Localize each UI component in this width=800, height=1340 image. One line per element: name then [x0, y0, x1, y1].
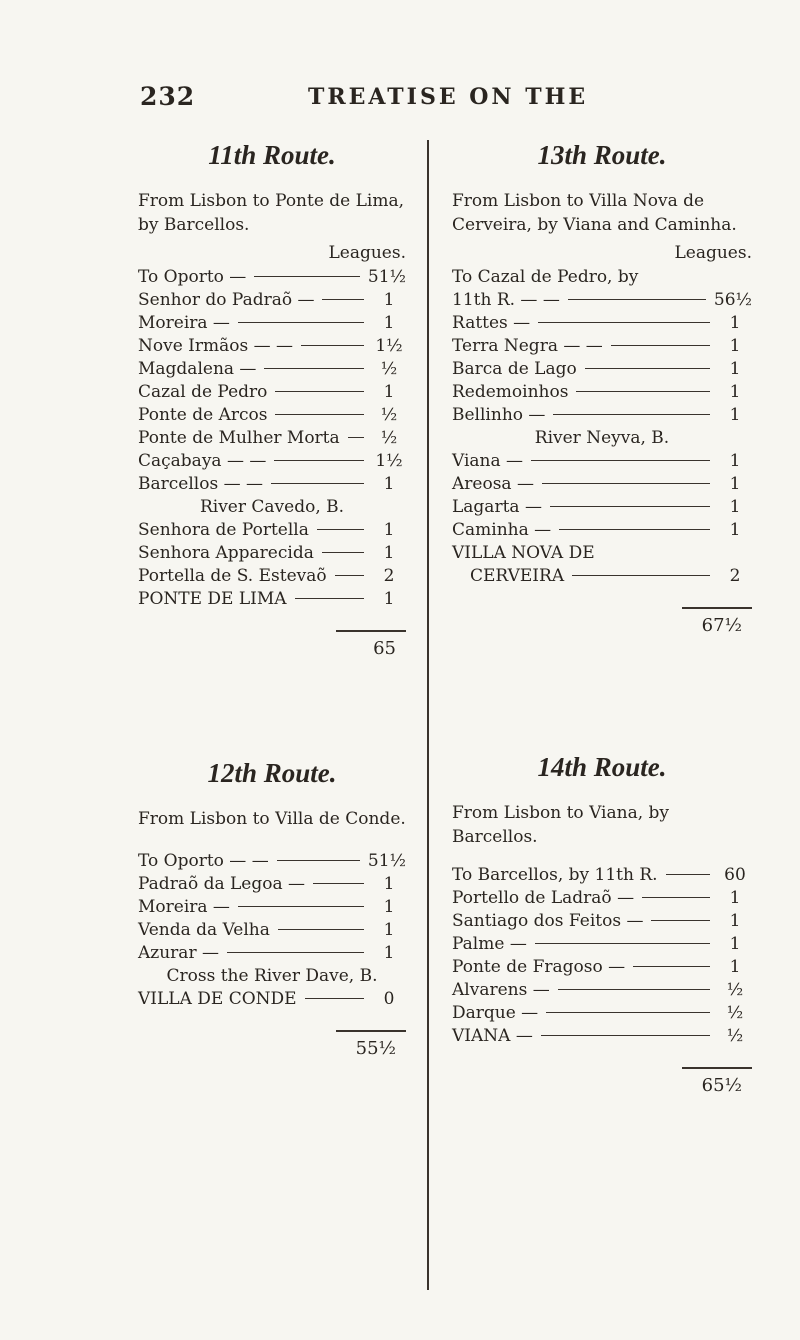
stage-place: Darque —: [452, 1003, 539, 1023]
stage-distance: 1: [383, 290, 395, 310]
stage-distance: 60: [724, 865, 746, 885]
route-11: [138, 140, 406, 659]
route-title: 11th Route.: [208, 140, 336, 170]
stage-row: [138, 313, 406, 336]
stage-distance: 1½: [375, 336, 403, 356]
stage-distance: 1: [383, 313, 395, 333]
stage-row: [138, 543, 406, 566]
route-total: 65: [373, 638, 396, 659]
stage-row: [138, 474, 406, 497]
stage-row: [138, 290, 406, 313]
stage-list: [452, 865, 752, 1049]
stage-row: [452, 980, 752, 1003]
stage-distance: 1: [383, 474, 395, 494]
stage-place: Terra Negra — —: [452, 336, 603, 356]
stage-distance: 1: [729, 382, 741, 402]
stage-row: [452, 911, 752, 934]
dash-leader: [295, 598, 364, 599]
stage-row: [452, 497, 752, 520]
dash-leader: [642, 897, 710, 898]
route-total: 65½: [701, 1075, 742, 1096]
stage-distance: 1: [383, 520, 395, 540]
stage-distance: 1: [383, 543, 395, 563]
dash-leader: [633, 966, 710, 967]
stage-distance: 1: [729, 888, 741, 908]
route-title: 14th Route.: [537, 752, 667, 782]
dash-leader: [238, 906, 364, 907]
stage-place: Portella de S. Estevaõ: [138, 566, 327, 586]
dash-leader: [541, 1035, 710, 1036]
total-rule: [336, 1030, 406, 1032]
route-first-line: To Cazal de Pedro, by: [452, 267, 639, 287]
stage-place: VIANA —: [452, 1026, 533, 1046]
stage-distance: ½: [726, 980, 744, 1000]
route-14: [452, 752, 752, 1096]
stage-row: [452, 566, 752, 589]
stage-distance: ½: [380, 405, 398, 425]
stage-row: [452, 888, 752, 911]
dash-leader: [550, 506, 710, 507]
route-title: 12th Route.: [207, 758, 337, 788]
stage-distance: 1: [383, 943, 395, 963]
running-title: TREATISE ON THE: [308, 84, 589, 110]
dash-leader: [576, 391, 710, 392]
dash-leader: [254, 276, 360, 277]
route-title: 13th Route.: [537, 140, 667, 170]
dash-leader: [559, 529, 710, 530]
stage-distance: 1: [729, 497, 741, 517]
river-note: Cross the River Dave, B.: [166, 966, 378, 986]
stage-place: Magdalena —: [138, 359, 257, 379]
dash-leader: [568, 299, 706, 300]
stage-row: [138, 405, 406, 428]
stage-row: [138, 451, 406, 474]
route-last-line: VILLA NOVA DE: [452, 543, 595, 563]
stage-place: Santiago dos Feitos —: [452, 911, 644, 931]
stage-distance: 1: [383, 920, 395, 940]
stage-distance: 1: [383, 874, 395, 894]
stage-row: [138, 566, 406, 589]
stage-row: [138, 897, 406, 920]
dash-leader: [546, 1012, 710, 1013]
dash-leader: [227, 952, 364, 953]
stage-distance: 1: [729, 405, 741, 425]
stage-distance: 1: [729, 911, 741, 931]
stage-row: [452, 520, 752, 543]
stage-row: [452, 405, 752, 428]
stage-place: Palme —: [452, 934, 527, 954]
stage-distance: 56½: [713, 290, 752, 310]
stage-row: [138, 359, 406, 382]
stage-distance: 1: [729, 957, 741, 977]
stage-place: Rattes —: [452, 313, 531, 333]
total-rule: [682, 607, 752, 609]
route-description: From Lisbon to Villa de Conde.: [138, 809, 406, 829]
stage-place: Moreira —: [138, 313, 230, 333]
total-rule: [682, 1067, 752, 1069]
stage-distance: 1: [729, 451, 741, 471]
dash-leader: [313, 883, 364, 884]
dash-leader: [264, 368, 364, 369]
stage-place: Portello de Ladraõ —: [452, 888, 635, 908]
stage-place: Ponte de Arcos: [138, 405, 268, 425]
stage-list: [138, 989, 406, 1012]
stage-row: [138, 520, 406, 543]
stage-list: [138, 520, 406, 612]
stage-row: [452, 957, 752, 980]
stage-place: Senhora de Portella: [138, 520, 309, 540]
stage-place: To Barcellos, by 11th R.: [452, 865, 658, 885]
stage-place: Nove Irmãos — —: [138, 336, 294, 356]
stage-row: [138, 851, 406, 874]
stage-row: [452, 290, 752, 313]
route-total: 55½: [355, 1038, 396, 1059]
stage-place: Lagarta —: [452, 497, 542, 517]
dash-leader: [317, 529, 364, 530]
dash-leader: [585, 368, 710, 369]
stage-row: [452, 336, 752, 359]
route-total: 67½: [701, 615, 742, 636]
stage-place: Padraõ da Legoa —: [138, 874, 306, 894]
stage-list: [452, 451, 752, 543]
stage-row: [138, 382, 406, 405]
stage-place: Caçabaya — —: [138, 451, 267, 471]
dash-leader: [348, 437, 364, 438]
stage-row: [452, 934, 752, 957]
stage-distance: ½: [726, 1003, 744, 1023]
stage-place: Barcellos — —: [138, 474, 263, 494]
dash-leader: [666, 874, 710, 875]
river-note: River Neyva, B.: [534, 428, 670, 448]
stage-place: Redemoinhos: [452, 382, 569, 402]
stage-distance: 1½: [375, 451, 403, 471]
stage-distance: 51½: [367, 267, 406, 287]
stage-distance: ½: [726, 1026, 744, 1046]
route-description: From Lisbon to Viana, by Barcellos.: [452, 803, 669, 847]
stage-distance: 1: [729, 359, 741, 379]
stage-row: [138, 589, 406, 612]
stage-distance: 0: [383, 989, 395, 1009]
stage-row: [138, 267, 406, 290]
route-12: [138, 758, 406, 1059]
stage-place: Bellinho —: [452, 405, 546, 425]
stage-distance: 1: [383, 589, 395, 609]
stage-place: Azurar —: [138, 943, 219, 963]
leagues-label: Leagues.: [674, 243, 752, 263]
page-number: 232: [140, 82, 196, 111]
column-divider: [427, 140, 429, 1290]
stage-place: CERVEIRA: [470, 566, 565, 586]
dash-leader: [558, 989, 710, 990]
dash-leader: [553, 414, 710, 415]
route-description: From Lisbon to Villa Nova de Cerveira, by Viana and Caminha.: [452, 191, 737, 235]
stage-distance: 2: [729, 566, 741, 586]
dash-leader: [274, 460, 364, 461]
dash-leader: [322, 552, 364, 553]
stage-place: VILLA DE CONDE: [138, 989, 297, 1009]
stage-place: Barca de Lago: [452, 359, 577, 379]
dash-leader: [572, 575, 710, 576]
stage-place: 11th R. — —: [452, 290, 560, 310]
dash-leader: [238, 322, 364, 323]
stage-place: Senhor do Padraõ —: [138, 290, 315, 310]
dash-leader: [322, 299, 364, 300]
stage-row: [138, 428, 406, 451]
dash-leader: [301, 345, 364, 346]
dash-leader: [271, 483, 364, 484]
stage-distance: 1: [383, 897, 395, 917]
stage-list: [452, 290, 752, 428]
stage-row: [452, 313, 752, 336]
stage-row: [452, 865, 752, 888]
stage-place: Alvarens —: [452, 980, 550, 1000]
stage-row: [138, 989, 406, 1012]
stage-row: [138, 874, 406, 897]
dash-leader: [535, 943, 710, 944]
stage-place: Senhora Apparecida: [138, 543, 314, 563]
stage-distance: 51½: [367, 851, 406, 871]
stage-distance: 2: [383, 566, 395, 586]
running-head: [0, 82, 800, 122]
dash-leader: [542, 483, 710, 484]
stage-place: Moreira —: [138, 897, 230, 917]
stage-row: [452, 1026, 752, 1049]
route-13: [452, 140, 752, 636]
stage-place: To Oporto —: [138, 267, 247, 287]
stage-distance: 1: [729, 520, 741, 540]
leagues-label: Leagues.: [328, 243, 406, 263]
stage-row: [138, 943, 406, 966]
stage-place: Viana —: [452, 451, 524, 471]
stage-row: [452, 474, 752, 497]
dash-leader: [305, 998, 364, 999]
total-rule: [336, 630, 406, 632]
dash-leader: [531, 460, 710, 461]
stage-distance: 1: [729, 336, 741, 356]
stage-distance: ½: [380, 359, 398, 379]
stage-place: Venda da Velha: [138, 920, 270, 940]
stage-place: Areosa —: [452, 474, 534, 494]
river-note: River Cavedo, B.: [199, 497, 345, 517]
dash-leader: [275, 391, 364, 392]
stage-row: [452, 1003, 752, 1026]
stage-place: Cazal de Pedro: [138, 382, 268, 402]
stage-row: [138, 920, 406, 943]
stage-list: [138, 851, 406, 966]
stage-row: [452, 359, 752, 382]
dash-leader: [538, 322, 710, 323]
stage-place: Ponte de Mulher Morta: [138, 428, 340, 448]
stage-distance: 1: [383, 382, 395, 402]
stage-row: [452, 451, 752, 474]
stage-place: Ponte de Fragoso —: [452, 957, 626, 977]
stage-distance: ½: [380, 428, 398, 448]
stage-place: To Oporto — —: [138, 851, 269, 871]
stage-row: [138, 336, 406, 359]
dash-leader: [278, 929, 364, 930]
stage-distance: 1: [729, 474, 741, 494]
stage-place: Caminha —: [452, 520, 552, 540]
dash-leader: [651, 920, 710, 921]
stage-row: [452, 382, 752, 405]
dash-leader: [277, 860, 360, 861]
route-description: From Lisbon to Ponte de Lima, by Barcellos.: [138, 191, 405, 235]
dash-leader: [275, 414, 364, 415]
stage-distance: 1: [729, 934, 741, 954]
stage-place: PONTE DE LIMA: [138, 589, 287, 609]
dash-leader: [335, 575, 364, 576]
stage-list: [138, 267, 406, 497]
stage-distance: 1: [729, 313, 741, 333]
dash-leader: [611, 345, 710, 346]
